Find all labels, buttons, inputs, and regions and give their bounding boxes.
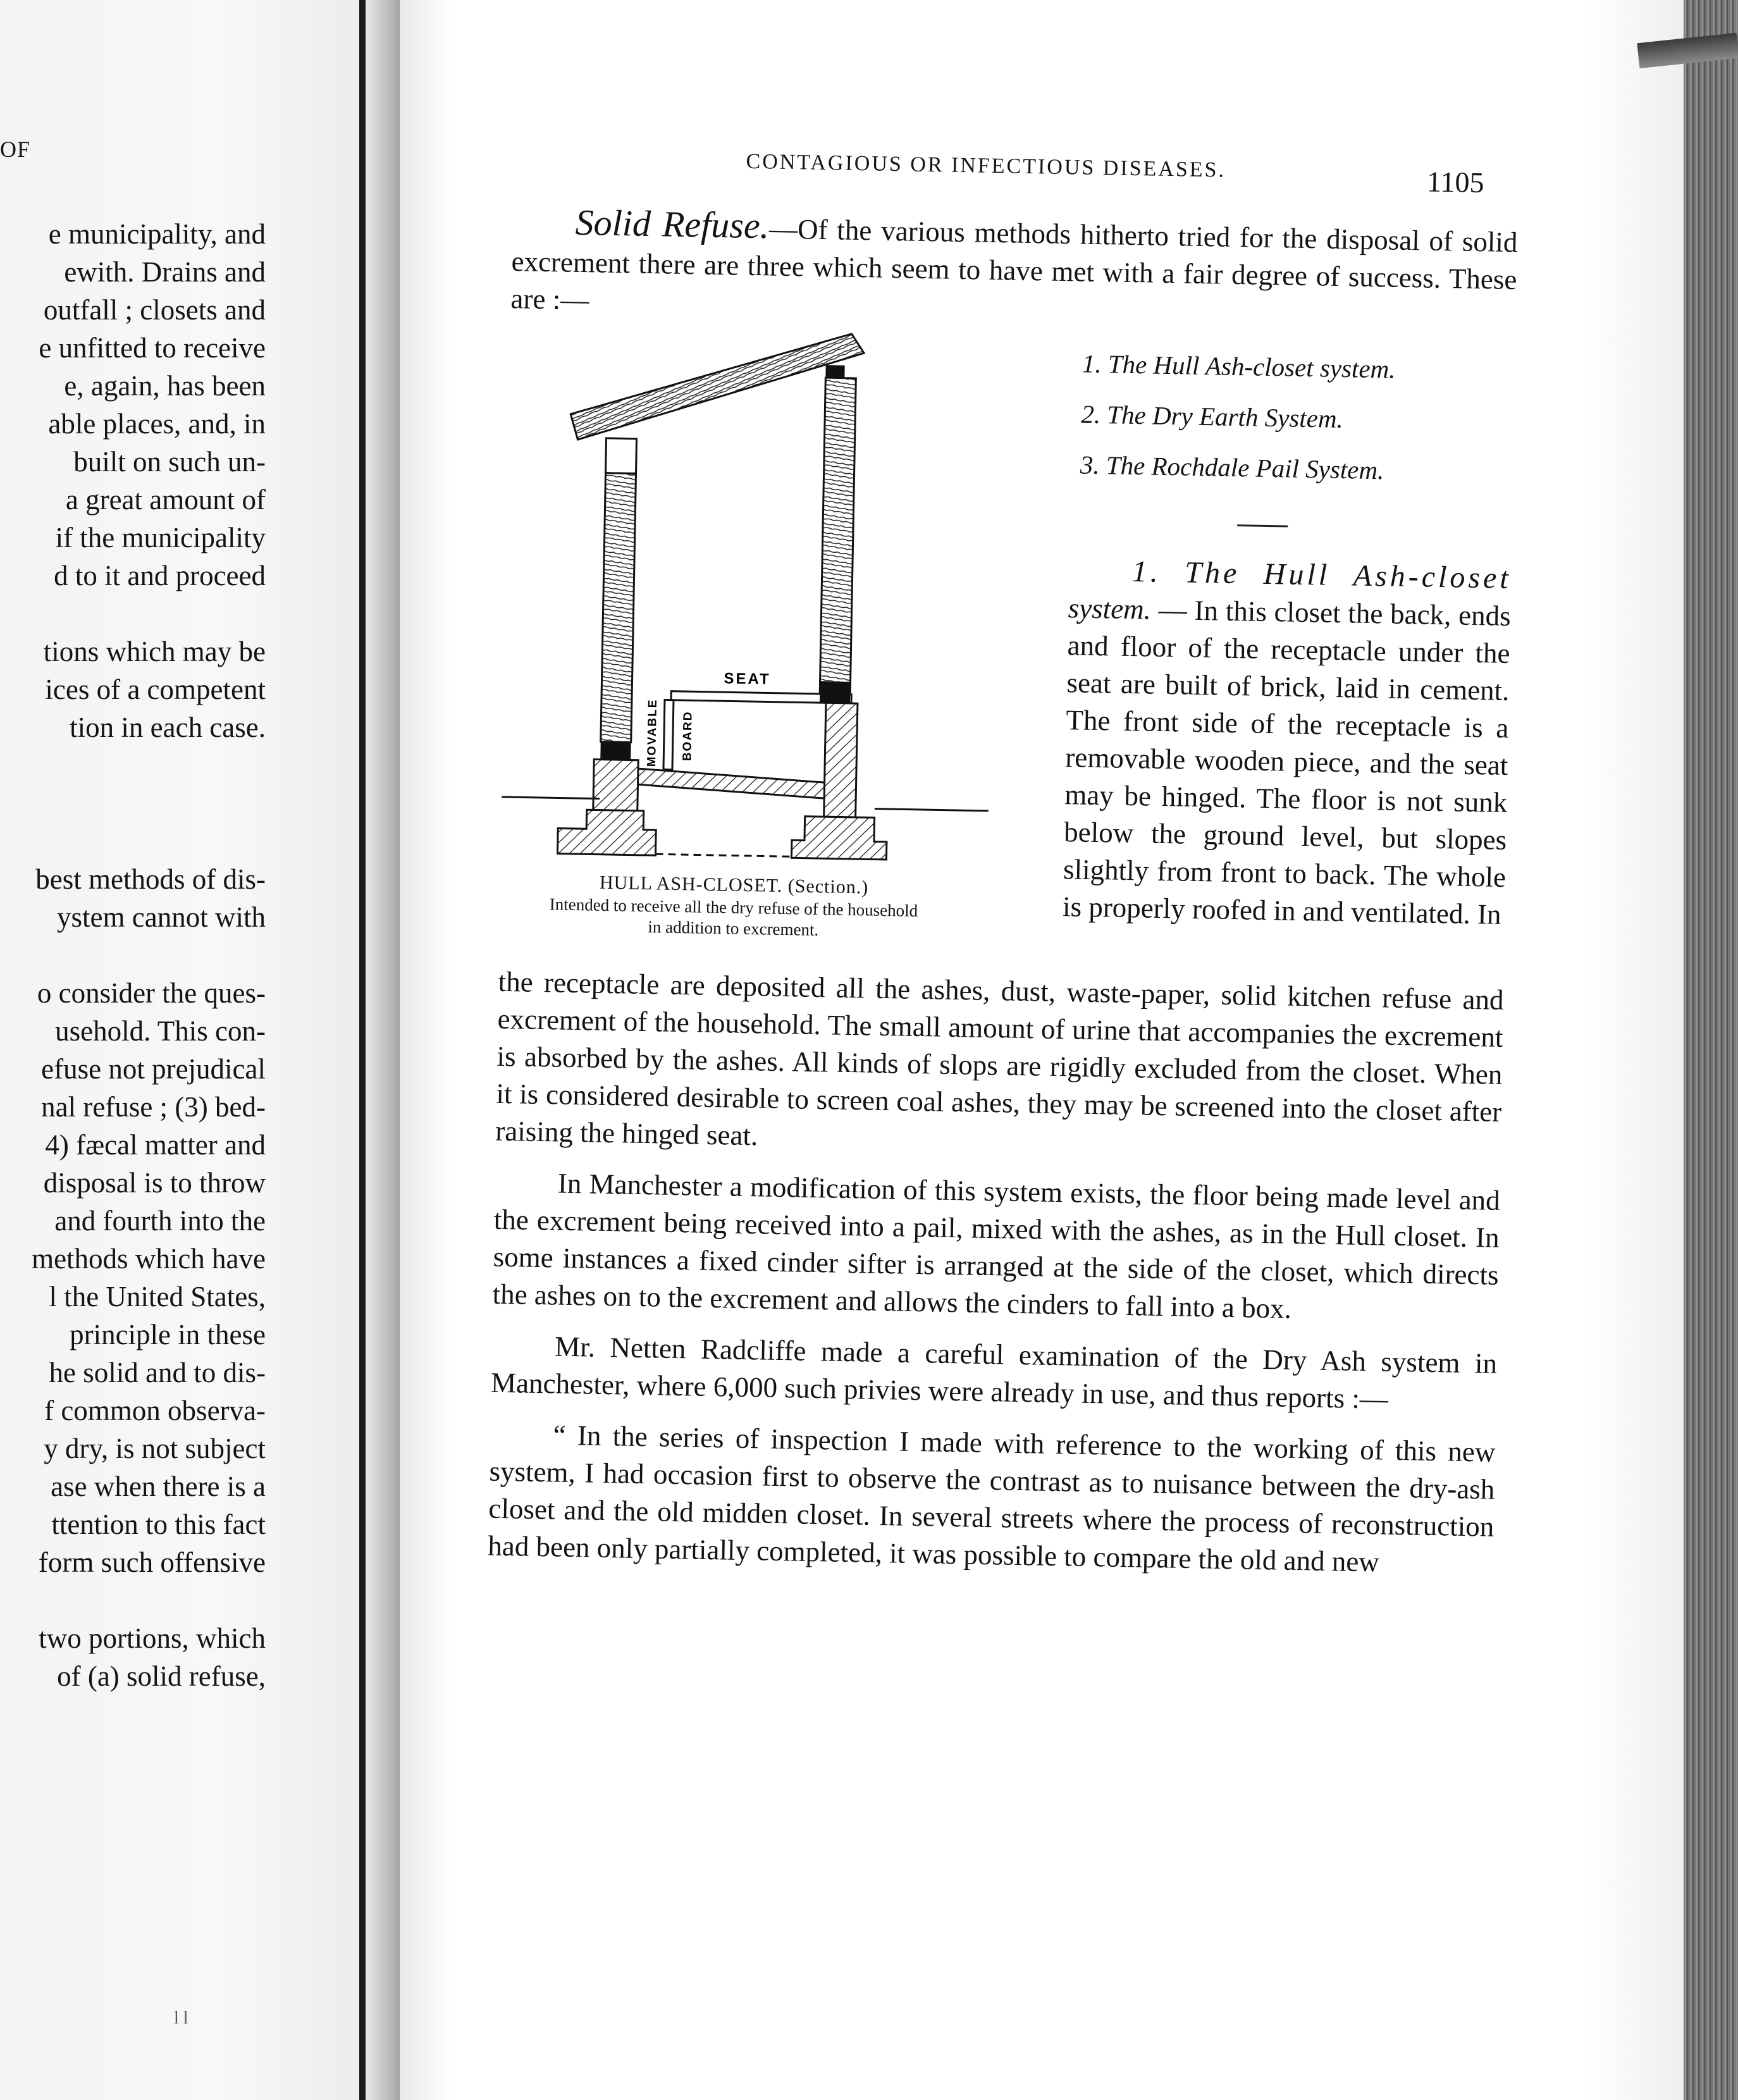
facing-page-line: he solid and to dis- [49,1357,266,1388]
facing-page-heading: OF [0,137,31,162]
caption-line-2: in addition to excrement. [648,917,819,940]
facing-page-blank-line [0,746,266,784]
ground-line-left [502,797,600,799]
facing-page-line: if the municipality [55,522,266,553]
facing-page-line: of (a) solid refuse, [57,1660,266,1692]
gutter-line [359,0,366,2100]
brick-front-pier [824,703,858,817]
front-wall [820,378,856,695]
facing-page-line: and fourth into the [54,1205,266,1237]
facing-page-line: a great amount of [65,484,266,516]
gutter-shadow [362,0,400,2100]
system-item-3: 3. The Rochdale Pail System. [1080,450,1384,485]
foundation-line [656,854,792,856]
facing-page-line: built on such un- [73,446,266,478]
page-body [488,145,1519,1583]
system-item-2: 2. The Dry Earth System. [1080,399,1344,434]
hull-system-label: system. [1068,592,1152,626]
hull-paragraph-continued: the receptacle are deposited all the ashes, dust, waste-paper, solid kitchen refuse and excrement of the household. The small amount of urine that accompanies the excrement is absorbed by the ashes. All kinds of slops are rigidly excluded from the closet. When it is considered desirable to screen coal ashes, they may be screened into the closet after raising the hinged seat. [495,965,1504,1152]
back-footing [557,809,656,855]
facing-page-line: d to it and proceed [54,560,266,591]
facing-page-line: disposal is to throw [43,1167,266,1199]
facing-page-line: nal refuse ; (3) bed- [41,1091,266,1123]
facing-page-line: ices of a competent [45,674,266,705]
vent-opening [606,438,637,474]
facing-page-line: e municipality, and [48,218,266,250]
back-wall [601,473,636,743]
roof [570,329,864,445]
facing-page-line: usehold. This con- [55,1015,266,1047]
facing-page-blank-line [0,595,266,633]
radcliffe-paragraph: Mr. Netten Radcliffe made a careful examination of the Dry Ash system in Manchester, where 6,000 such privies were already in use, and thus reports :— [490,1330,1498,1415]
facing-page-line: f common observa- [44,1395,266,1426]
facing-page-line: ystem cannot with [57,901,266,933]
closet-section-drawing [488,321,1004,875]
front-footing [791,816,887,860]
intro-lead: Solid Refuse. [575,201,770,247]
figure-caption [493,869,975,944]
facing-page-line: principle in these [70,1319,266,1350]
facing-page-line: able places, and, in [48,408,266,440]
facing-page-line: methods which have [32,1243,266,1275]
facing-page-blank-line [0,1581,266,1619]
page-number: 1105 [1426,165,1484,199]
intro-text: —Of the various methods hitherto tried for the disposal of solid excrement there are three which seem to have met with a fair degree of success. These are :— [510,213,1518,316]
seat-label: SEAT [724,670,771,688]
facing-page-line: tion in each case. [70,712,266,743]
facing-page-line: ttention to this fact [51,1509,266,1540]
back-sill [600,742,631,760]
facing-page [0,0,400,2100]
facing-page-line: efuse not prejudical [41,1053,266,1085]
facing-page-line: y dry, is not subject [44,1433,266,1464]
figure-block [498,321,1515,982]
caption-line-1: Intended to receive all the dry refuse of the household [549,894,918,920]
back-pier [593,759,638,810]
movable-board [663,700,674,770]
page-edge [1684,0,1738,2100]
facing-page-line: two portions, which [39,1622,266,1654]
system-item-1: 1. The Hull Ash-closet system. [1082,349,1396,384]
book-page [400,0,1684,2100]
facing-page-line: form such offensive [38,1547,266,1578]
facing-page-line: e unfitted to receive [39,332,266,364]
facing-page-mark: l l [174,2008,188,2028]
facing-page-line: tions which may be [43,636,266,667]
facing-page-line: best methods of dis- [35,863,266,895]
caption-title: HULL ASH-CLOSET. (Section.) [599,872,869,898]
hull-side-text [1063,552,1512,934]
hull-paragraph-start [1063,552,1512,934]
facing-page-line: ewith. Drains and [64,256,266,288]
facing-page-line: ase when there is a [51,1471,266,1502]
section-rule [1237,524,1288,527]
facing-page-blank-line [0,936,266,974]
facing-page-line: 4) fæcal matter and [45,1129,266,1161]
intro-paragraph [510,202,1518,336]
manchester-paragraph: In Manchester a modification of this system exists, the floor being made level and the excrement being received into a pail, mixed with the ashes, as in the Hull closet. In some instances a fixed cinder sifter is arranged at the side of the closet, which directs the ashes on to the excrement and allows the cinders to fall into a box. [492,1167,1501,1325]
systems-list [1080,338,1519,498]
facing-page-line: o consider the ques- [37,977,266,1009]
board-label: BOARD [681,710,695,762]
facing-page-blank-line [0,784,266,822]
hull-side-body: — In this closet the back, ends and floor of the receptacle under the seat are built of brick, laid in cement. The front side of the receptacle is a removable wooden piece, and the seat may be hinged. The floor is not sunk below the ground level, but slopes slightly from front to back. The whole is properly roofed in and ventilated. In [1062,593,1512,930]
facing-page-text [0,215,266,1695]
running-title: CONTAGIOUS OR INFECTIOUS DISEASES. [746,149,1226,182]
ground-line-right [875,809,989,811]
hull-closet-figure [486,321,1004,944]
facing-page-blank-line [0,822,266,860]
movable-label: MOVABLE [645,698,660,767]
facing-page-line: e, again, has been [64,370,266,402]
quotation-paragraph: “ In the series of inspection I made with reference to the working of this new system, I had occasion first to observe the contrast as to nuisance between the dry-ash closet and the old midden closet. In several streets where the process of reconstruction had been only partially completed, it was possible to compare the old and new [487,1419,1496,1578]
facing-page-line: outfall ; closets and [43,294,266,326]
hull-title: 1. The Hull Ash-closet [1131,555,1512,596]
seat-support [820,681,851,703]
facing-page-line: l the United States, [49,1281,266,1312]
